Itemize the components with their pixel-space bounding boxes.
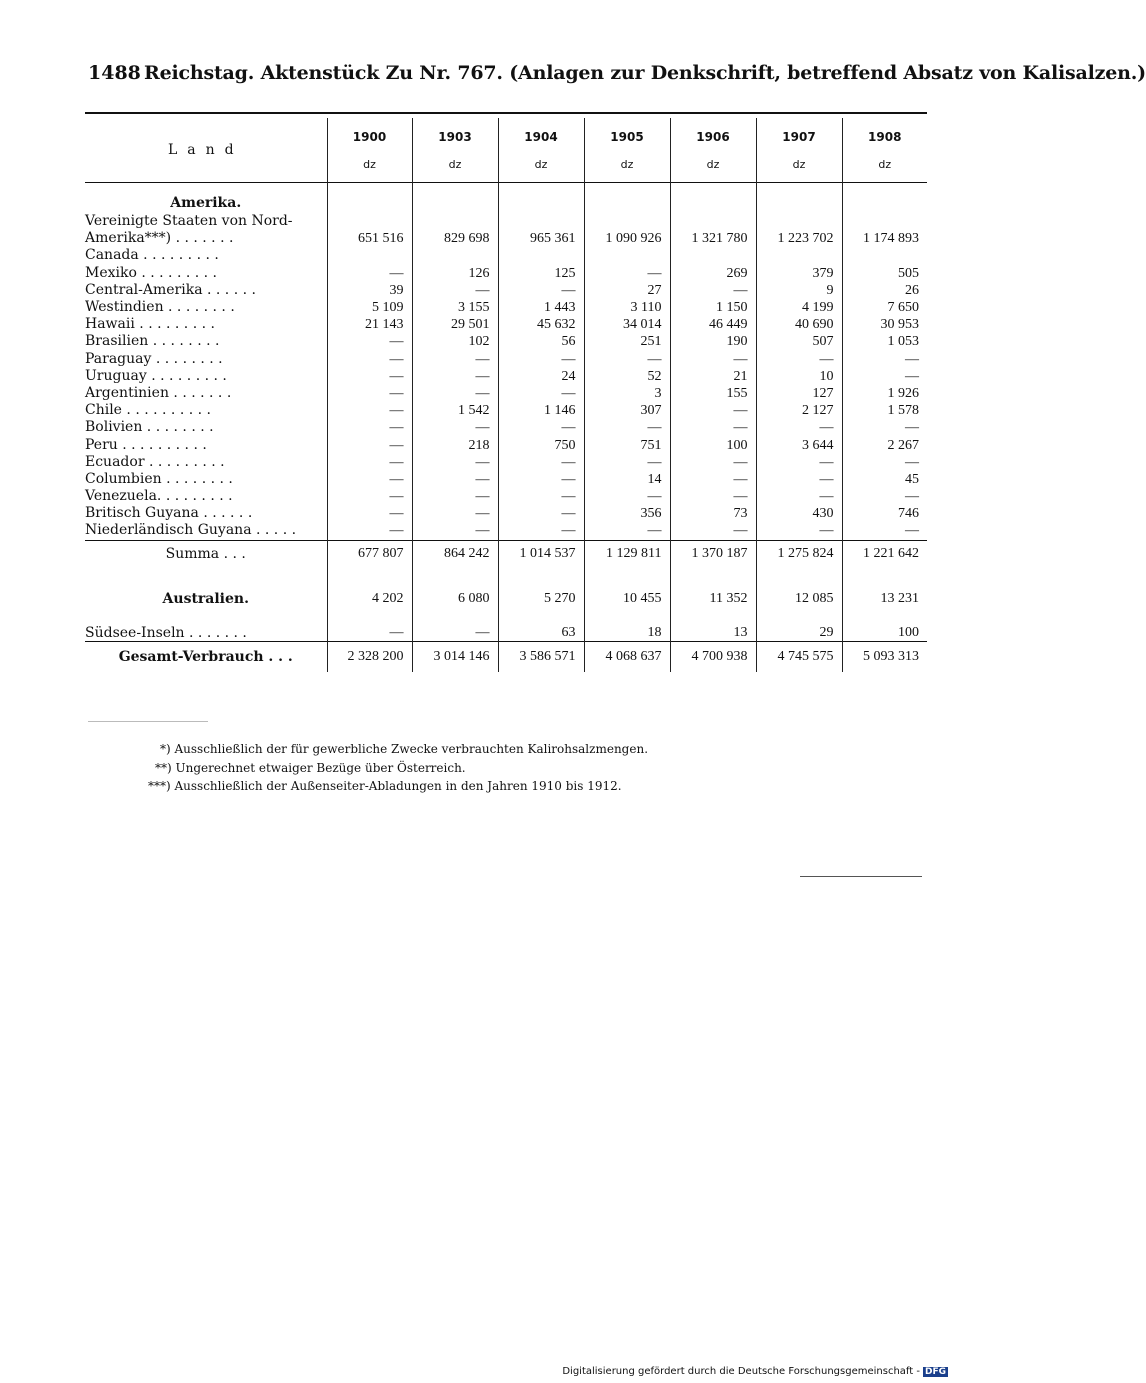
row-label: Westindien . . . . . . . . [85, 299, 235, 316]
table-cell [584, 213, 670, 230]
table-cell [327, 213, 412, 230]
table-cell: 829 698 [412, 230, 498, 247]
table-cell: — [412, 282, 498, 299]
table-cell: 125 [498, 265, 584, 282]
table-row [85, 230, 927, 247]
export-table [85, 118, 927, 672]
table-cell: — [498, 454, 584, 471]
table-cell: 45 [842, 471, 927, 488]
table-cell: 379 [756, 265, 842, 282]
table-cell: 100 [842, 615, 927, 642]
table-cell: — [584, 488, 670, 505]
row-label: Amerika***) . . . . . . . [85, 230, 234, 247]
table-cell: — [327, 505, 412, 522]
section-amerika: Amerika. [170, 195, 242, 211]
table-cell: — [498, 282, 584, 299]
table-cell: — [412, 471, 498, 488]
table-cell: 2 328 200 [327, 641, 412, 672]
table-cell: 1 926 [842, 385, 927, 402]
table-cell: — [327, 436, 412, 453]
table-cell: 1 090 926 [584, 230, 670, 247]
table-cell: — [412, 615, 498, 642]
table-cell: — [670, 488, 756, 505]
table-cell [498, 247, 584, 264]
table-cell: — [842, 454, 927, 471]
table-cell: 269 [670, 265, 756, 282]
table-cell: — [670, 522, 756, 540]
table-cell: 1 275 824 [756, 540, 842, 567]
table-cell: 30 953 [842, 316, 927, 333]
table-row [85, 265, 927, 282]
data-table-wrap [85, 118, 927, 672]
row-label: Central-Amerika . . . . . . [85, 281, 256, 298]
table-cell: 21 [670, 368, 756, 385]
short-rule [88, 721, 208, 722]
row-label: Gesamt-Verbrauch . . . [85, 641, 327, 672]
table-cell: — [756, 419, 842, 436]
table-cell: — [412, 368, 498, 385]
table-cell: 1 129 811 [584, 540, 670, 567]
row-label: Columbien . . . . . . . . [85, 470, 233, 487]
table-cell: 4 745 575 [756, 641, 842, 672]
table-cell: 3 [584, 385, 670, 402]
table-cell: 63 [498, 615, 584, 642]
table-cell: — [327, 385, 412, 402]
table-cell: 4 700 938 [670, 641, 756, 672]
table-row [85, 402, 927, 419]
table-cell: — [756, 471, 842, 488]
row-label: Argentinien . . . . . . . [85, 384, 232, 401]
table-cell [412, 247, 498, 264]
year-header: 1900 dz [327, 118, 412, 183]
row-label: Bolivien . . . . . . . . [85, 419, 214, 436]
table-cell: — [327, 333, 412, 350]
table-cell: — [498, 419, 584, 436]
table-cell: 864 242 [412, 540, 498, 567]
table-cell: 307 [584, 402, 670, 419]
table-cell: — [327, 351, 412, 368]
table-cell: 126 [412, 265, 498, 282]
table-cell: — [327, 402, 412, 419]
table-cell: 1 053 [842, 333, 927, 350]
land-column-header: Land [167, 142, 244, 158]
table-cell: — [412, 454, 498, 471]
table-cell: — [412, 505, 498, 522]
table-cell [327, 247, 412, 264]
table-cell: — [842, 368, 927, 385]
suedsee-row [85, 615, 927, 642]
summa-row [85, 540, 927, 567]
spacer-row [85, 567, 927, 583]
table-cell: — [842, 351, 927, 368]
table-cell [842, 247, 927, 264]
table-cell: — [327, 471, 412, 488]
table-cell: 46 449 [670, 316, 756, 333]
table-cell: — [412, 419, 498, 436]
table-cell: — [498, 522, 584, 540]
table-cell: 10 [756, 368, 842, 385]
table-cell: — [842, 522, 927, 540]
table-cell: 430 [756, 505, 842, 522]
table-cell: 18 [584, 615, 670, 642]
table-cell: 3 014 146 [412, 641, 498, 672]
row-label: Vereinigte Staaten von Nord- [85, 213, 293, 230]
table-cell: 1 221 642 [842, 540, 927, 567]
table-row [85, 505, 927, 522]
credit-text: Digitalisierung gefördert durch die Deutsche Forschungsgemeinschaft - [562, 1366, 920, 1377]
table-cell: — [498, 385, 584, 402]
table-cell: 14 [584, 471, 670, 488]
table-cell: 12 085 [756, 583, 842, 615]
table-cell [670, 247, 756, 264]
table-header-row [85, 118, 927, 183]
table-cell [498, 213, 584, 230]
table-cell: 39 [327, 282, 412, 299]
table-cell: — [670, 351, 756, 368]
table-cell: 1 443 [498, 299, 584, 316]
row-label: Brasilien . . . . . . . . [85, 333, 220, 350]
table-cell: — [670, 402, 756, 419]
table-row [85, 299, 927, 316]
page-header [88, 62, 1146, 92]
table-row [85, 368, 927, 385]
table-cell: 9 [756, 282, 842, 299]
table-cell: — [584, 419, 670, 436]
row-label: Summa . . . [85, 540, 327, 567]
table-cell: 746 [842, 505, 927, 522]
table-cell: — [498, 488, 584, 505]
section-header-row [85, 183, 927, 214]
table-cell: 27 [584, 282, 670, 299]
table-cell [756, 247, 842, 264]
footnote: ***) Ausschließlich der Außenseiter-Abladungen in den Jahren 1910 bis 1912. [148, 779, 622, 793]
table-cell: — [584, 454, 670, 471]
table-cell: — [584, 265, 670, 282]
table-cell: — [327, 454, 412, 471]
page-title: Reichstag. Aktenstück Zu Nr. 767. (Anlagen zur Denkschrift, betreffend Absatz von Kalisalzen.) [144, 62, 1146, 84]
table-row [85, 213, 927, 230]
table-cell: 155 [670, 385, 756, 402]
table-cell: 1 146 [498, 402, 584, 419]
table-cell: — [756, 351, 842, 368]
table-cell: 10 455 [584, 583, 670, 615]
table-cell: 750 [498, 436, 584, 453]
table-cell: 965 361 [498, 230, 584, 247]
table-cell: 356 [584, 505, 670, 522]
table-cell: 1 174 893 [842, 230, 927, 247]
row-label: Paraguay . . . . . . . . [85, 350, 223, 367]
table-cell: — [670, 419, 756, 436]
table-row [85, 282, 927, 299]
table-row [85, 419, 927, 436]
row-label: Australien. [162, 590, 249, 607]
table-cell: 4 068 637 [584, 641, 670, 672]
table-row [85, 316, 927, 333]
row-label: Südsee-Inseln . . . . . . . [85, 624, 247, 641]
table-row [85, 351, 927, 368]
digitization-credit [562, 1366, 948, 1377]
footnote: **) Ungerechnet etwaiger Bezüge über Österreich. [155, 761, 466, 775]
table-cell: 24 [498, 368, 584, 385]
table-row [85, 436, 927, 453]
table-cell: 218 [412, 436, 498, 453]
table-cell: 251 [584, 333, 670, 350]
table-cell: — [327, 265, 412, 282]
table-cell: 102 [412, 333, 498, 350]
table-cell: — [327, 368, 412, 385]
table-cell: — [842, 488, 927, 505]
table-cell: 29 501 [412, 316, 498, 333]
footnote: *) Ausschließlich der für gewerbliche Zwecke verbrauchten Kalirohsalzmengen. [160, 742, 649, 756]
table-cell: 2 127 [756, 402, 842, 419]
table-cell: — [498, 471, 584, 488]
table-cell: 40 690 [756, 316, 842, 333]
table-cell: — [412, 351, 498, 368]
table-cell: 100 [670, 436, 756, 453]
page-number: 1488 [88, 62, 141, 84]
table-cell [842, 213, 927, 230]
table-cell: — [670, 454, 756, 471]
table-cell: 52 [584, 368, 670, 385]
table-cell: 677 807 [327, 540, 412, 567]
table-row [85, 385, 927, 402]
australien-row [85, 583, 927, 615]
table-cell: 2 267 [842, 436, 927, 453]
table-cell: — [327, 419, 412, 436]
table-cell: — [327, 488, 412, 505]
table-cell: 127 [756, 385, 842, 402]
table-cell: 505 [842, 265, 927, 282]
table-cell: 29 [756, 615, 842, 642]
table-cell: 34 014 [584, 316, 670, 333]
table-cell: 7 650 [842, 299, 927, 316]
table-cell: 5 270 [498, 583, 584, 615]
table-cell: — [327, 615, 412, 642]
table-row [85, 522, 927, 540]
table-cell: 1 150 [670, 299, 756, 316]
table-cell: 3 110 [584, 299, 670, 316]
table-cell: 1 014 537 [498, 540, 584, 567]
table-cell: 190 [670, 333, 756, 350]
row-label: Niederländisch Guyana . . . . . [85, 522, 297, 539]
table-cell: — [412, 488, 498, 505]
table-row [85, 454, 927, 471]
year-header: 1906 dz [670, 118, 756, 183]
table-cell [756, 213, 842, 230]
year-header: 1908 dz [842, 118, 927, 183]
table-row [85, 471, 927, 488]
table-cell: 3 155 [412, 299, 498, 316]
table-row [85, 247, 927, 264]
table-cell: 751 [584, 436, 670, 453]
short-rule [800, 876, 922, 877]
table-cell: — [670, 282, 756, 299]
table-cell: 11 352 [670, 583, 756, 615]
table-cell: 21 143 [327, 316, 412, 333]
table-cell: 1 370 187 [670, 540, 756, 567]
table-cell: 651 516 [327, 230, 412, 247]
table-cell: — [756, 522, 842, 540]
row-label: Mexiko . . . . . . . . . [85, 264, 218, 281]
gesamt-row [85, 641, 927, 672]
table-cell: 26 [842, 282, 927, 299]
table-cell: — [670, 471, 756, 488]
table-cell: 1 578 [842, 402, 927, 419]
table-cell: 13 [670, 615, 756, 642]
row-label: Ecuador . . . . . . . . . [85, 453, 225, 470]
table-cell: 5 093 313 [842, 641, 927, 672]
table-cell [584, 247, 670, 264]
table-cell: — [584, 522, 670, 540]
table-cell: 13 231 [842, 583, 927, 615]
table-cell: — [756, 454, 842, 471]
table-cell: 507 [756, 333, 842, 350]
table-cell: 73 [670, 505, 756, 522]
table-cell: — [327, 522, 412, 540]
header-rule [85, 112, 927, 114]
dfg-logo: DFG [924, 1367, 946, 1377]
year-header: 1904 dz [498, 118, 584, 183]
table-cell: 4 199 [756, 299, 842, 316]
table-cell: — [498, 351, 584, 368]
table-cell: 45 632 [498, 316, 584, 333]
table-cell: 56 [498, 333, 584, 350]
table-cell: — [842, 419, 927, 436]
table-cell: 6 080 [412, 583, 498, 615]
row-label: Venezuela. . . . . . . . . [85, 488, 233, 505]
table-cell: — [412, 522, 498, 540]
year-header: 1905 dz [584, 118, 670, 183]
table-cell: 3 586 571 [498, 641, 584, 672]
table-cell: 1 321 780 [670, 230, 756, 247]
table-cell: 1 223 702 [756, 230, 842, 247]
table-cell: — [498, 505, 584, 522]
year-header: 1903 dz [412, 118, 498, 183]
table-cell: — [412, 385, 498, 402]
table-cell [412, 213, 498, 230]
table-cell: — [584, 351, 670, 368]
table-cell: 4 202 [327, 583, 412, 615]
row-label: Canada . . . . . . . . . [85, 247, 219, 264]
table-cell [670, 213, 756, 230]
year-header: 1907 dz [756, 118, 842, 183]
row-label: Hawaii . . . . . . . . . [85, 316, 215, 333]
row-label: Britisch Guyana . . . . . . [85, 505, 253, 522]
table-cell: 1 542 [412, 402, 498, 419]
row-label: Uruguay . . . . . . . . . [85, 367, 227, 384]
table-cell: 3 644 [756, 436, 842, 453]
table-cell: 5 109 [327, 299, 412, 316]
table-cell: — [756, 488, 842, 505]
table-row [85, 488, 927, 505]
row-label: Chile . . . . . . . . . . [85, 402, 211, 419]
row-label: Peru . . . . . . . . . . [85, 436, 207, 453]
table-row [85, 333, 927, 350]
